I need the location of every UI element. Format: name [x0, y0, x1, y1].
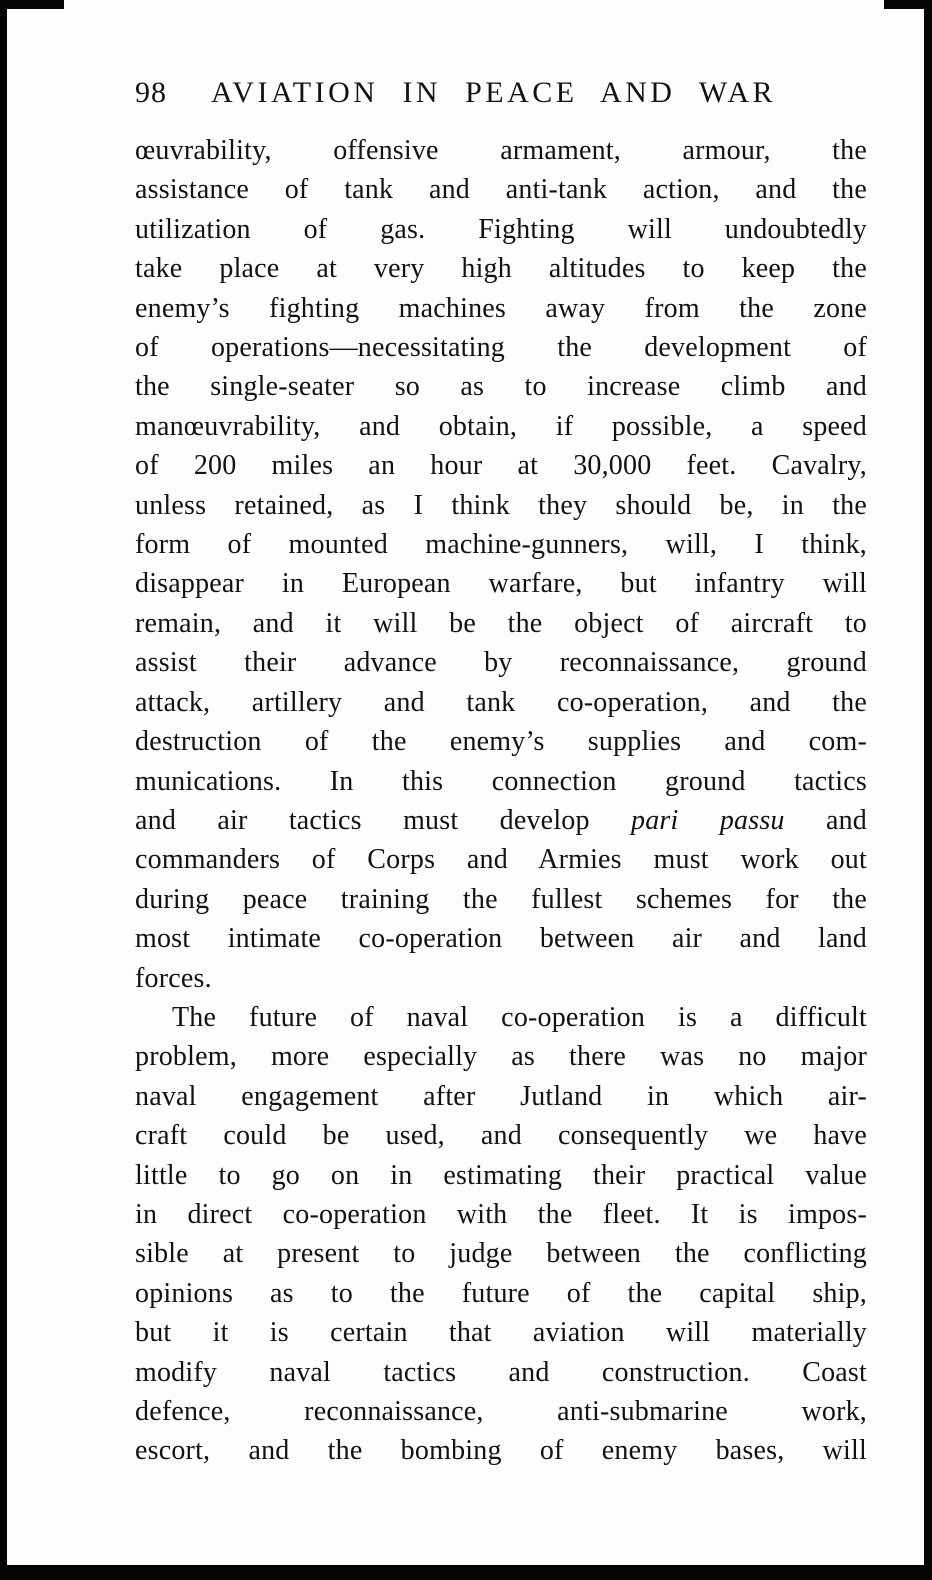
text-line: forces. [135, 962, 212, 994]
text-line: munications. In this connection ground tactics [135, 765, 867, 797]
text-line: manœuvrability, and obtain, if possible, a speed [135, 410, 867, 442]
text-line: take place at very high altitudes to keep the [135, 253, 867, 285]
text-line: during peace training the fullest schemes for the [135, 883, 867, 915]
text-line: sible at present to judge between the conflicting [135, 1238, 867, 1270]
text-line: attack, artillery and tank co-operation, and the [135, 686, 867, 718]
text-line: The future of naval co-operation is a difficult [172, 1001, 867, 1033]
text-line: of operations—necessitating the development of [135, 332, 867, 364]
running-title: AVIATION IN PEACE AND WAR [211, 76, 777, 109]
scan-edge-right [924, 0, 932, 1580]
text-line: unless retained, as I think they should be, in the [135, 489, 867, 521]
text-line: utilization of gas. Fighting will undoubtedly [135, 213, 867, 245]
text-segment: and [784, 804, 868, 836]
text-line: craft could be used, and consequently we have [135, 1120, 867, 1152]
body-text [135, 131, 867, 1471]
text-line: enemy’s fighting machines away from the zone [135, 292, 867, 324]
scan-edge-bottom [0, 1565, 932, 1580]
text-line: œuvrability, offensive armament, armour, the [135, 135, 867, 166]
text-line: disappear in European warfare, but infantry will [135, 568, 867, 600]
italic-phrase: pari passu [631, 804, 785, 836]
text-line: assist their advance by reconnaissance, ground [135, 647, 867, 679]
text-line: remain, and it will be the object of aircraft to [135, 607, 867, 639]
text-line: opinions as to the future of the capital ship, [135, 1277, 867, 1309]
running-header [135, 76, 867, 110]
scan-edge-top-right-mark [884, 0, 932, 9]
text-line: form of mounted machine-gunners, will, I think, [135, 529, 867, 561]
text-line: assistance of tank and anti-tank action, and the [135, 174, 867, 206]
text-line: commanders of Corps and Armies must work out [135, 844, 867, 876]
scan-edge-top-left-mark [0, 0, 64, 9]
text-line: in direct co-operation with the fleet. It is impos- [135, 1198, 867, 1230]
text-line: defence, reconnaissance, anti-submarine work, [135, 1396, 867, 1427]
page-number: 98 [135, 76, 167, 109]
text-line: problem, more especially as there was no major [135, 1041, 867, 1073]
text-line: modify naval tactics and construction. Coast [135, 1356, 867, 1388]
text-line: most intimate co-operation between air and land [135, 923, 867, 955]
text-line: the single-seater so as to increase climb and [135, 371, 867, 403]
text-line [135, 801, 867, 840]
text-segment: and air tactics must develop [135, 804, 632, 836]
text-line: destruction of the enemy’s supplies and com- [135, 726, 867, 758]
text-line: escort, and the bombing of enemy bases, will [135, 1435, 867, 1467]
text-line: of 200 miles an hour at 30,000 feet. Cavalry, [135, 450, 867, 482]
scan-edge-left [0, 0, 7, 1580]
text-line: but it is certain that aviation will materially [135, 1317, 867, 1349]
text-line: little to go on in estimating their practical value [135, 1159, 867, 1191]
text-line: naval engagement after Jutland in which air- [135, 1080, 867, 1112]
